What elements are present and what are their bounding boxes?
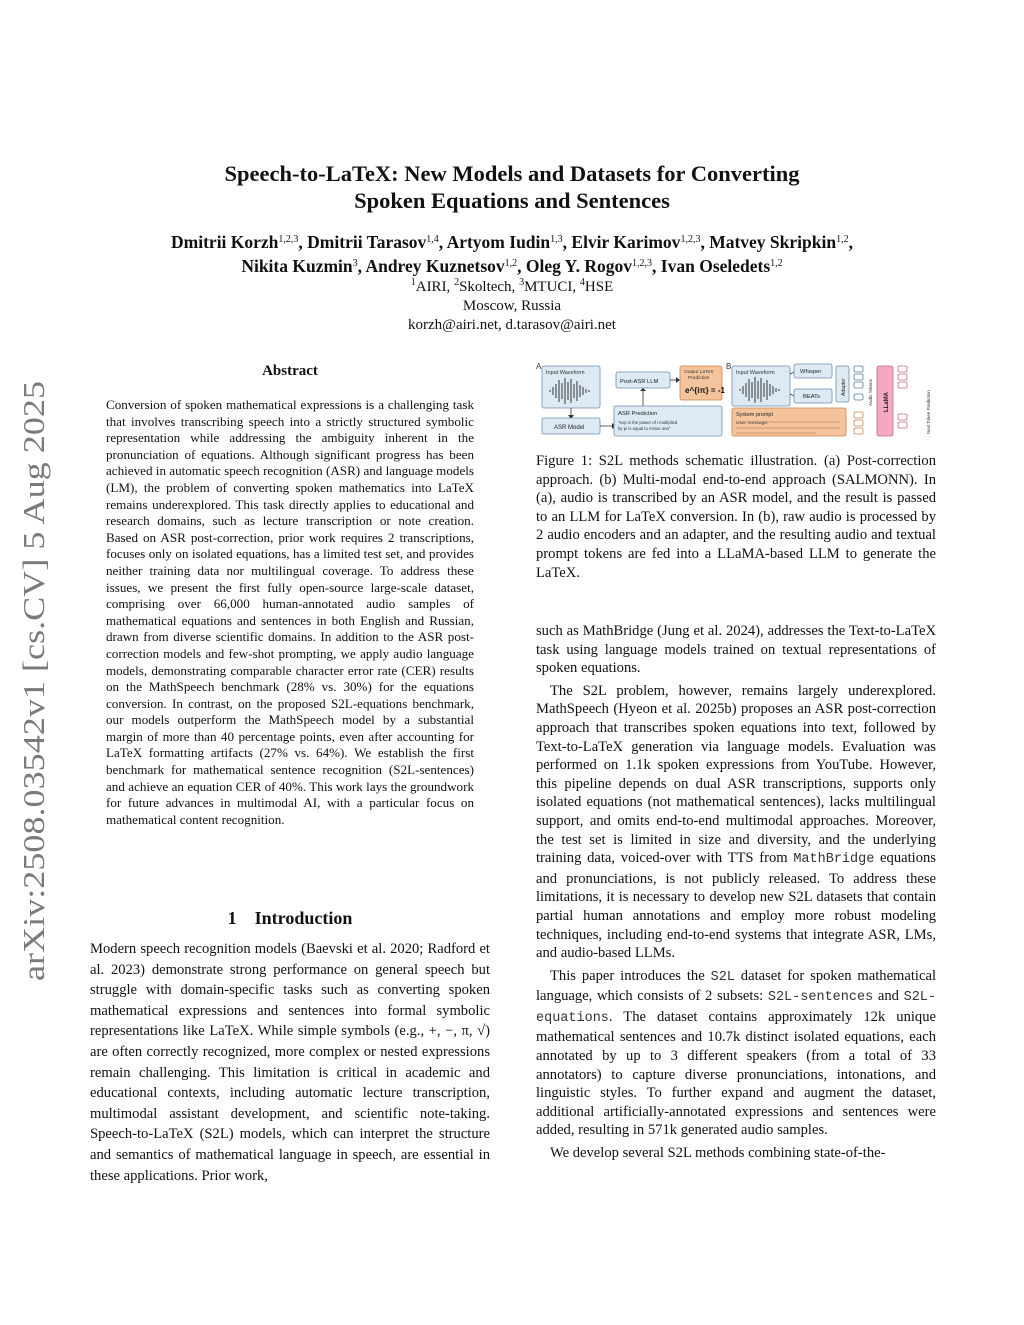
author: Artyom Iudin$^{1,3}$, [446,232,572,252]
asr-model-label: ASR Model [554,425,585,431]
post-asr-llm-label: Post-ASR LLM [620,379,659,385]
next-token-label: Next Token Prediction [926,390,931,434]
affiliation-list: $^1$AIRI, $^2$Skoltech, $^3$MTUCI, $^4$HSE [410,277,614,295]
paragraph: This paper introduces the S2L dataset for spoken mathematical language, which consists of 2 subsets: S2L-sentences and S2L-equations. The dataset contains approximately 12k unique mathematical sentences and 10.7k distinct isolated equations, each annotated by up to 3 different speakers (from a total of 33 annotators) to capture diverse pronunciations, intonations, and linguistic styles. To further expand and augment the dataset, additional artificially-annotated expressions and sentences were added, resulting in 571k generated audio samples. [536,967,936,1139]
author: Dmitrii Tarasov$^{1,4}$, [307,232,447,252]
asr-text-line-1: "exp in the power of i multiplied [618,420,678,425]
system-prompt-label: System prompt [736,412,773,418]
figure-1 [536,360,938,444]
beats-label: BEATs [803,394,820,400]
author: Oleg Y. Rogov$^{1,2,3}$, [525,256,661,276]
arxiv-stamp-text: arXiv:2508.03542v1 [cs.CV] 5 Aug 2025 [16,466,51,981]
output-latex-label: Output LaTeX [684,370,714,375]
author: Elvir Karimov$^{1,2,3}$, [571,232,710,252]
equation-label: e^{iπ} = -1 [685,386,725,395]
panel-b-label: B [726,362,732,371]
paragraph: We develop several S2L methods combining state-of-the- [550,1145,886,1162]
figure-1-diagram [536,360,938,444]
asr-text-line-2: by pi is equal to minus one" [618,426,671,431]
section-title: Introduction [254,908,353,928]
input-waveform-label-b: Input Waveform [736,370,775,376]
title-line-1: Speech-to-LaTeX: New Models and Datasets for Converting [224,161,800,186]
author: Andrey Kuznetsov$^{1,2}$, [365,256,526,276]
adapter-label: Adapter [841,378,847,396]
whisper-label: Whisper [800,369,822,375]
paragraph: such as MathBridge (Jung et al. 2024), addresses the Text-to-LaTeX task using language models trained on textual representations of spoken equations. [536,623,936,677]
mathbridge-mono: MathBridge [793,852,875,868]
author: Matvey Skripkin$^{1,2}$, [709,232,853,252]
asr-prediction-label: ASR Prediction [618,411,658,417]
author: Nikita Kuzmin$^3$, [241,256,366,276]
intro-text: Modern speech recognition models (Baevski et al. 2020; Radford et al. 2023) demonstrate strong performance on general speech but struggle with domain-specific tasks such as converting spoken mathematical expressions and sentences into formal symbolic representations like LaTeX. While simple symbols (e.g., +, −, π, √) are often correctly recognized, more complex or nested expressions remain challenging. This limitation is critical in academic and educational contexts, including automatic lecture transcription, multimodal assistant development, and scientific note-taking. Speech-to-LaTeX (S2L) models, which can interpret the structure and semantics of mathematical language in speech, are essential in these applications. Prior work, [90,941,490,1184]
author-line-2 [100,254,924,278]
paragraph: The S2L problem, however, remains largely underexplored. MathSpeech (Hyeon et al. 2025b) proposes an ASR post-correction approach that transcribes spoken equations into text, followed by Text-to-LaTeX generation via language models. Evaluation was performed on 1.1k spoken expressions from YouTube. However, this pipeline depends on dual ASR transcriptions, supports only isolated equations (not mathematical sentences), lacks multilingual support, and omits end-to-end multimodal approaches. Moreover, the test set is limited in size and diversity, and the underlying training data, voiced-over with TTS from MathBridge equations and pronunciations, is not publicly released. To address these limitations, it is necessary to develop new S2L datasets that contain partial human annotations and employ more robust modeling techniques, including end-to-end systems that integrate ASR, LMs, and audio-based LLMs. [536,682,936,962]
llama-label: LLaMA [884,392,890,412]
figure-1-caption: Figure 1: S2L methods schematic illustration. (a) Post-correction approach. (b) Multi-modal end-to-end approach (SALMONN). In (a), audio is transcribed by an ASR model, and the result is passed to an LLM for LaTeX conversion. In (b), raw audio is processed by 2 audio encoders and an adapter, and the resulting audio and textual prompt tokens are fed into a LLaMA-based LLM to generate the LaTeX. [536,453,936,581]
user-message-label: User message: [736,421,769,426]
abstract-text: Conversion of spoken mathematical expressions is a challenging task that involves transcribing speech into a strictly structured symbolic representation while addressing the ambiguity inherent in the pronunciation of equations. Although significant progress has been achieved in automatic speech recognition (ASR) and language models (LM), the problem of converting spoken mathematics into LaTeX remains underexplored. This task directly applies to educational and research domains, such as lecture transcription or note creation. Based on ASR post-correction, prior work requires 2 transcriptions, focuses only on isolated equations, has a limited test set, and provides neither training data nor multilingual coverage. To address these issues, we present the first fully open-source large-scale dataset, comprising over 66,000 human-annotated audio samples of mathematical equations and sentences in both English and Russian, drawn from diverse scientific domains. In addition to the ASR post-correction models and few-shot prompting, we apply audio language models, demonstrating comparable character error rate (CER) results on the MathSpeech benchmark (28% vs. 30%) for the equations conversion. In contrast, on the proposed S2L-equations benchmark, our models outperform the MathSpeech model by a substantial margin of more than 40 percentage points, even after accounting for LaTeX formatting artifacts (27% vs. 64%). We establish the first benchmark for mathematical sentence recognition (S2L-sentences) and achieve an equation CER of 40%. This work lays the groundwork for future advances in multimodal AI, with a particular focus on mathematical content recognition. [106,397,474,827]
arxiv-stamp [6,375,58,985]
section-number: 1 [227,908,237,928]
abstract-heading: Abstract [262,363,318,379]
prediction-label: Prediction [688,376,710,381]
paper-title [120,160,904,214]
author: Dmitrii Korzh$^{1,2,3}$, [171,232,308,252]
title-line-2: Spoken Equations and Sentences [354,188,670,213]
intro-heading [90,908,490,929]
input-waveform-label: Input Waveform [546,370,585,376]
arxiv-stamp-svg [6,375,58,985]
location: Moscow, Russia [462,298,562,314]
output-token-column [898,366,907,428]
author: Ivan Oseledets$^{1,2}$ [660,256,783,276]
right-column-text [536,622,936,1167]
author-list [100,230,924,278]
email-addresses: korzh@airi.net, d.tarasov@airi.net [408,317,616,333]
prompt-token-column [854,412,863,434]
affiliations [200,278,824,335]
author-line-1 [100,230,924,254]
panel-a-label: A [536,362,542,371]
audio-tokens-label: Audio Tokens [868,379,873,406]
audio-token-column [854,366,863,400]
